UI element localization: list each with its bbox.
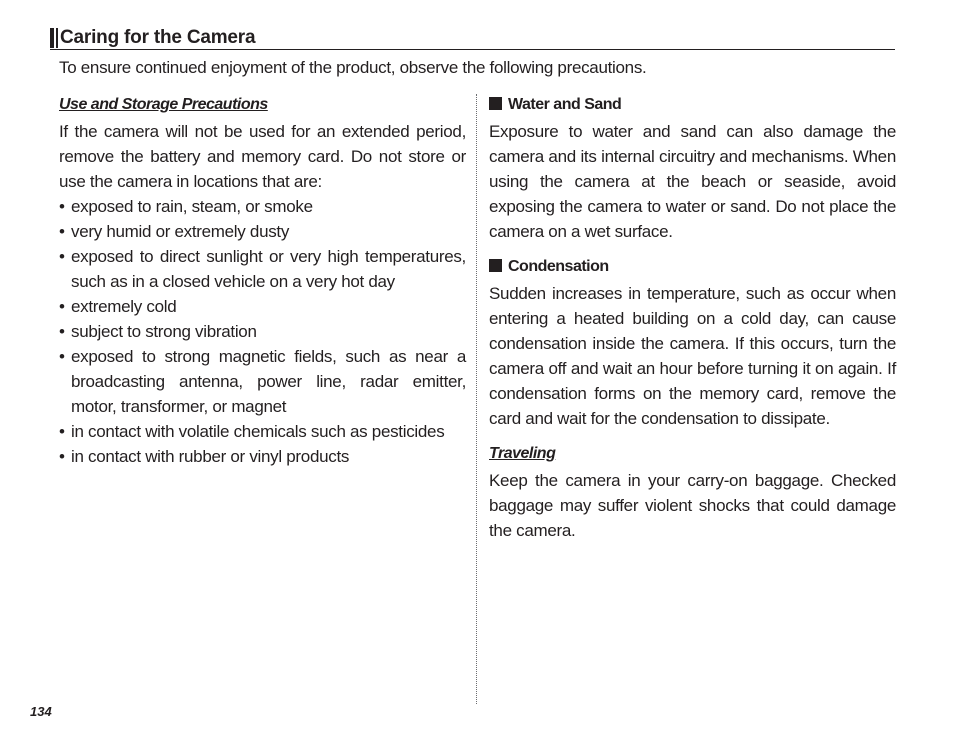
use-storage-paragraph: If the camera will not be used for an extended period, remove the battery and memory card. Do not store or use the camera in locations that are:	[59, 122, 466, 191]
list-item: • exposed to direct sunlight or very high temperatures, such as in a closed vehicle on a very hot day	[59, 244, 466, 294]
list-item: • in contact with volatile chemicals such as pesticides	[59, 419, 466, 444]
use-storage-heading: Use and Storage Precautions	[59, 96, 268, 113]
condensation-heading	[489, 256, 896, 278]
condensation-heading-label: Condensation	[508, 258, 609, 275]
title-marker-thick	[50, 28, 54, 48]
intro-text: To ensure continued enjoyment of the product, observe the following precautions.	[59, 58, 647, 77]
list-item: • subject to strong vibration	[59, 319, 466, 344]
title-marker-thin	[56, 28, 58, 48]
list-item: • in contact with rubber or vinyl products	[59, 444, 466, 469]
water-sand-text: Exposure to water and sand can also damage the camera and its internal circuitry and mechanisms. When using the camera at the beach or seaside, avoid exposing the camera to water or sand. Do not place the camera on a wet surface.	[489, 122, 896, 241]
condensation-text: Sudden increases in temperature, such as occur when entering a heated building on a cold day, can cause condensation inside the camera. If this occurs, turn the camera off and wait an hour before turning it on again. If condensation forms on the memory card, remove the card and wait for the condensation to dissipate.	[489, 284, 896, 428]
list-item: • exposed to rain, steam, or smoke	[59, 194, 466, 219]
traveling-text: Keep the camera in your carry-on baggage. Checked baggage may suffer violent shocks that could damage the camera.	[489, 471, 896, 540]
traveling-heading: Traveling	[489, 445, 556, 462]
section-title-bar	[50, 28, 895, 50]
water-sand-heading-label: Water and Sand	[508, 96, 622, 113]
left-column	[59, 94, 466, 469]
square-bullet-icon	[489, 97, 502, 110]
right-column	[489, 94, 896, 543]
column-divider	[476, 94, 477, 704]
locations-list	[59, 194, 466, 469]
page-title: Caring for the Camera	[60, 27, 256, 48]
list-item: • extremely cold	[59, 294, 466, 319]
water-sand-heading	[489, 94, 896, 116]
page-number: 134	[30, 704, 52, 719]
list-item: • very humid or extremely dusty	[59, 219, 466, 244]
list-item: • exposed to strong magnetic fields, such as near a broadcasting antenna, power line, radar emitter, motor, transformer, or magnet	[59, 344, 466, 419]
square-bullet-icon	[489, 259, 502, 272]
